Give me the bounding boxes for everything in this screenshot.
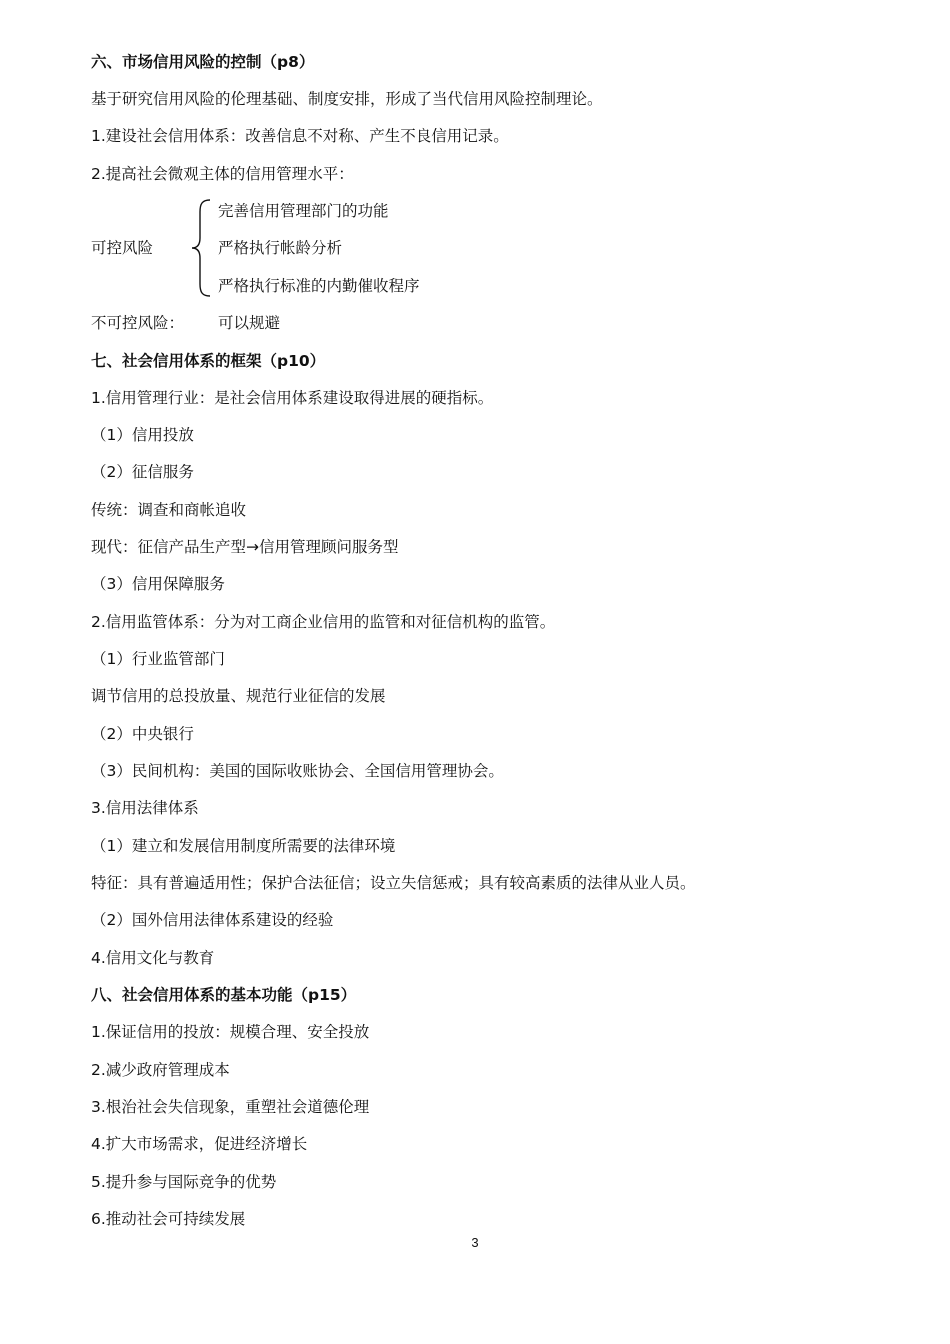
section-6-item-2: 2.提高社会微观主体的信用管理水平： [91, 165, 354, 183]
controllable-risk-label: 可控风险 [91, 239, 154, 257]
section-7-line: （2）中央银行 [91, 725, 194, 743]
section-6-item-1: 1.建设社会信用体系：改善信息不对称、产生不良信用记录。 [91, 127, 509, 145]
section-8-line: 5.提升参与国际竞争的优势 [91, 1173, 277, 1191]
section-7-line: （1）信用投放 [91, 426, 194, 444]
section-8-line: 6.推动社会可持续发展 [91, 1210, 246, 1228]
section-7-line: 传统：调查和商帐追收 [91, 501, 247, 519]
section-7-line: 2.信用监管体系：分为对工商企业信用的监管和对征信机构的监管。 [91, 613, 556, 631]
section-7-line: （2）国外信用法律体系建设的经验 [91, 911, 334, 929]
section-7-line: （2）征信服务 [91, 463, 194, 481]
section-8-line: 4.扩大市场需求，促进经济增长 [91, 1135, 308, 1153]
section-7-heading: 七、社会信用体系的框架（p10） [91, 352, 326, 370]
section-7-line: （3）民间机构：美国的国际收账协会、全国信用管理协会。 [91, 762, 504, 780]
section-7-line: 现代：征信产品生产型→信用管理顾问服务型 [91, 538, 399, 556]
uncontrollable-risk-label: 不可控风险： [91, 314, 185, 332]
section-7-line: 调节信用的总投放量、规范行业征信的发展 [91, 687, 386, 705]
section-8-heading: 八、社会信用体系的基本功能（p15） [91, 986, 357, 1004]
section-7-line: （1）行业监管部门 [91, 650, 225, 668]
section-7-line: （3）信用保障服务 [91, 575, 225, 593]
controllable-item: 严格执行标准的内勤催收程序 [218, 277, 420, 295]
controllable-item: 严格执行帐龄分析 [218, 239, 343, 257]
section-7-line: 4.信用文化与教育 [91, 949, 215, 967]
section-6-intro: 基于研究信用风险的伦理基础、制度安排，形成了当代信用风险控制理论。 [91, 90, 603, 108]
page-number: 3 [471, 1235, 479, 1250]
section-7-line: 特征：具有普遍适用性；保护合法征信；设立失信惩戒；具有较高素质的法律从业人员。 [91, 874, 696, 892]
section-8-line: 2.减少政府管理成本 [91, 1061, 230, 1079]
controllable-item: 完善信用管理部门的功能 [218, 202, 389, 220]
uncontrollable-risk-value: 可以规避 [218, 314, 281, 332]
section-8-line: 1.保证信用的投放：规模合理、安全投放 [91, 1023, 370, 1041]
section-7-line: 3.信用法律体系 [91, 799, 199, 817]
section-8-line: 3.根治社会失信现象，重塑社会道德伦理 [91, 1098, 370, 1116]
section-6-heading: 六、市场信用风险的控制（p8） [91, 53, 315, 71]
curly-brace-icon [190, 198, 214, 298]
section-7-line: 1.信用管理行业：是社会信用体系建设取得进展的硬指标。 [91, 389, 494, 407]
section-7-line: （1）建立和发展信用制度所需要的法律环境 [91, 837, 396, 855]
